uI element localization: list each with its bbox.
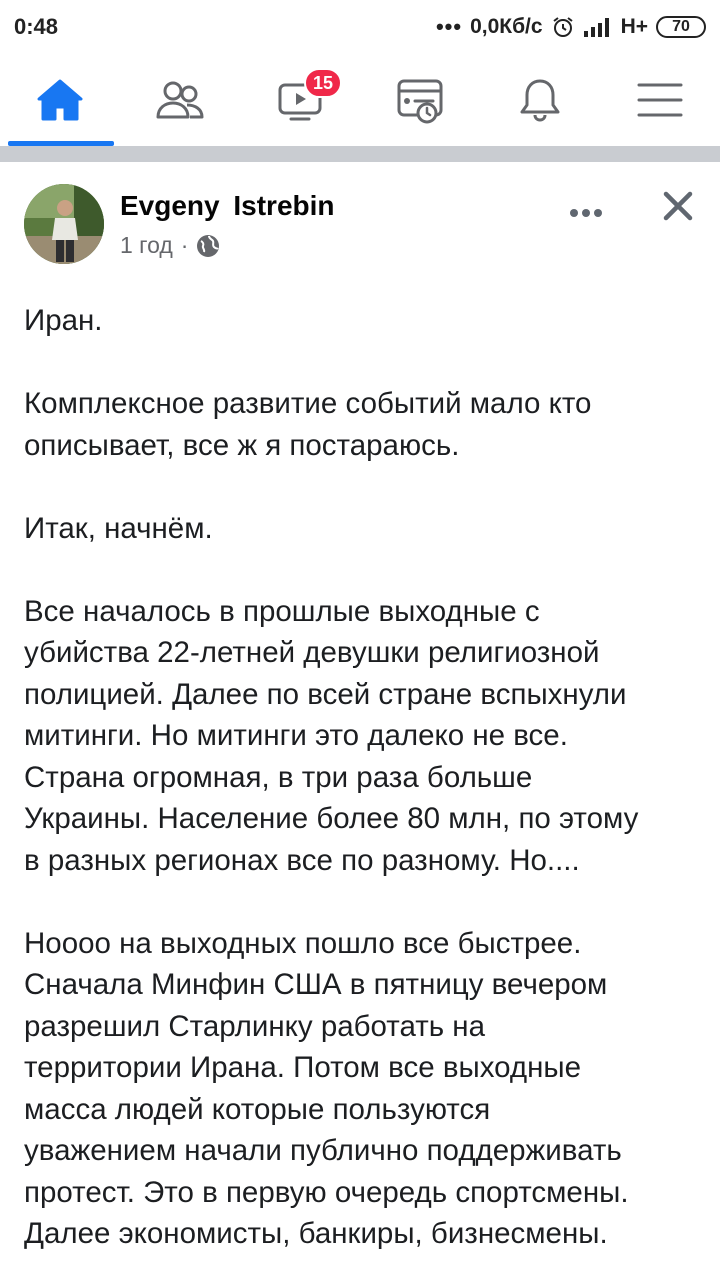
post-options-button[interactable] [564, 198, 608, 228]
post-header [24, 184, 700, 268]
network-speed: 0,0Кб/с [470, 15, 543, 38]
close-icon [662, 190, 694, 222]
alarm-icon [551, 15, 575, 39]
watch-badge: 15 [304, 68, 342, 98]
nav-friends[interactable] [120, 54, 240, 146]
menu-icon [633, 73, 687, 127]
avatar[interactable] [24, 184, 104, 264]
nav-notifications[interactable] [480, 54, 600, 146]
nav-home[interactable] [0, 54, 120, 146]
more-dots-icon [569, 208, 603, 218]
author-name[interactable]: Evgeny Istrebin [120, 190, 335, 221]
post-meta [120, 232, 220, 259]
hide-post-button[interactable] [656, 184, 700, 228]
home-icon [33, 73, 87, 127]
feeds-icon [393, 73, 447, 127]
post-text [24, 300, 700, 1280]
post-time[interactable]: 1 год [120, 232, 173, 258]
friends-icon [153, 73, 207, 127]
post-paragraph: Нoooo на выходных пошло все быстрее. Сначала Минфин США в пятницу вечером разрешил Старлинку работать на территории Ирана. Потом все выходные масса людей которые пользуются уважением начали публично поддерживать протест. Это в первую очередь спортсмены. Далее экономисты, банкиры, бизнесмены. [24, 926, 629, 1250]
status-indicators [436, 14, 706, 40]
nav-divider [0, 146, 720, 162]
notification-dots: ••• [435, 14, 463, 39]
nav-menu[interactable] [600, 54, 720, 146]
post-paragraph: Иран. [24, 304, 103, 337]
status-bar [0, 0, 720, 54]
battery-indicator: 70 [656, 16, 706, 38]
network-type: H+ [620, 15, 648, 38]
globe-icon [196, 234, 220, 258]
post-paragraph: Все началось в прошлые выходные с убийства 22-летней девушки религиозной полицией. Далее по всей стране вспыхнули митинги. Но митинги это далеко не все. Страна огромная, в три раза больше Украины. Население более 80 млн, по этому в разных регионах все по разному. Но.... [24, 594, 639, 877]
status-time: 0:48 [14, 14, 59, 39]
avatar-photo [24, 184, 104, 264]
signal-icon [583, 16, 613, 38]
post-card [0, 162, 720, 1280]
post-paragraph: Итак, начнём. [24, 511, 213, 545]
meta-separator: · [180, 232, 189, 258]
nav-watch[interactable] [240, 54, 360, 146]
nav-feeds[interactable] [360, 54, 480, 146]
notifications-icon [513, 73, 567, 127]
top-navigation [0, 54, 720, 146]
post-paragraph: Комплексное развитие событий мало кто описывает, все ж я постараюсь. [24, 387, 592, 462]
